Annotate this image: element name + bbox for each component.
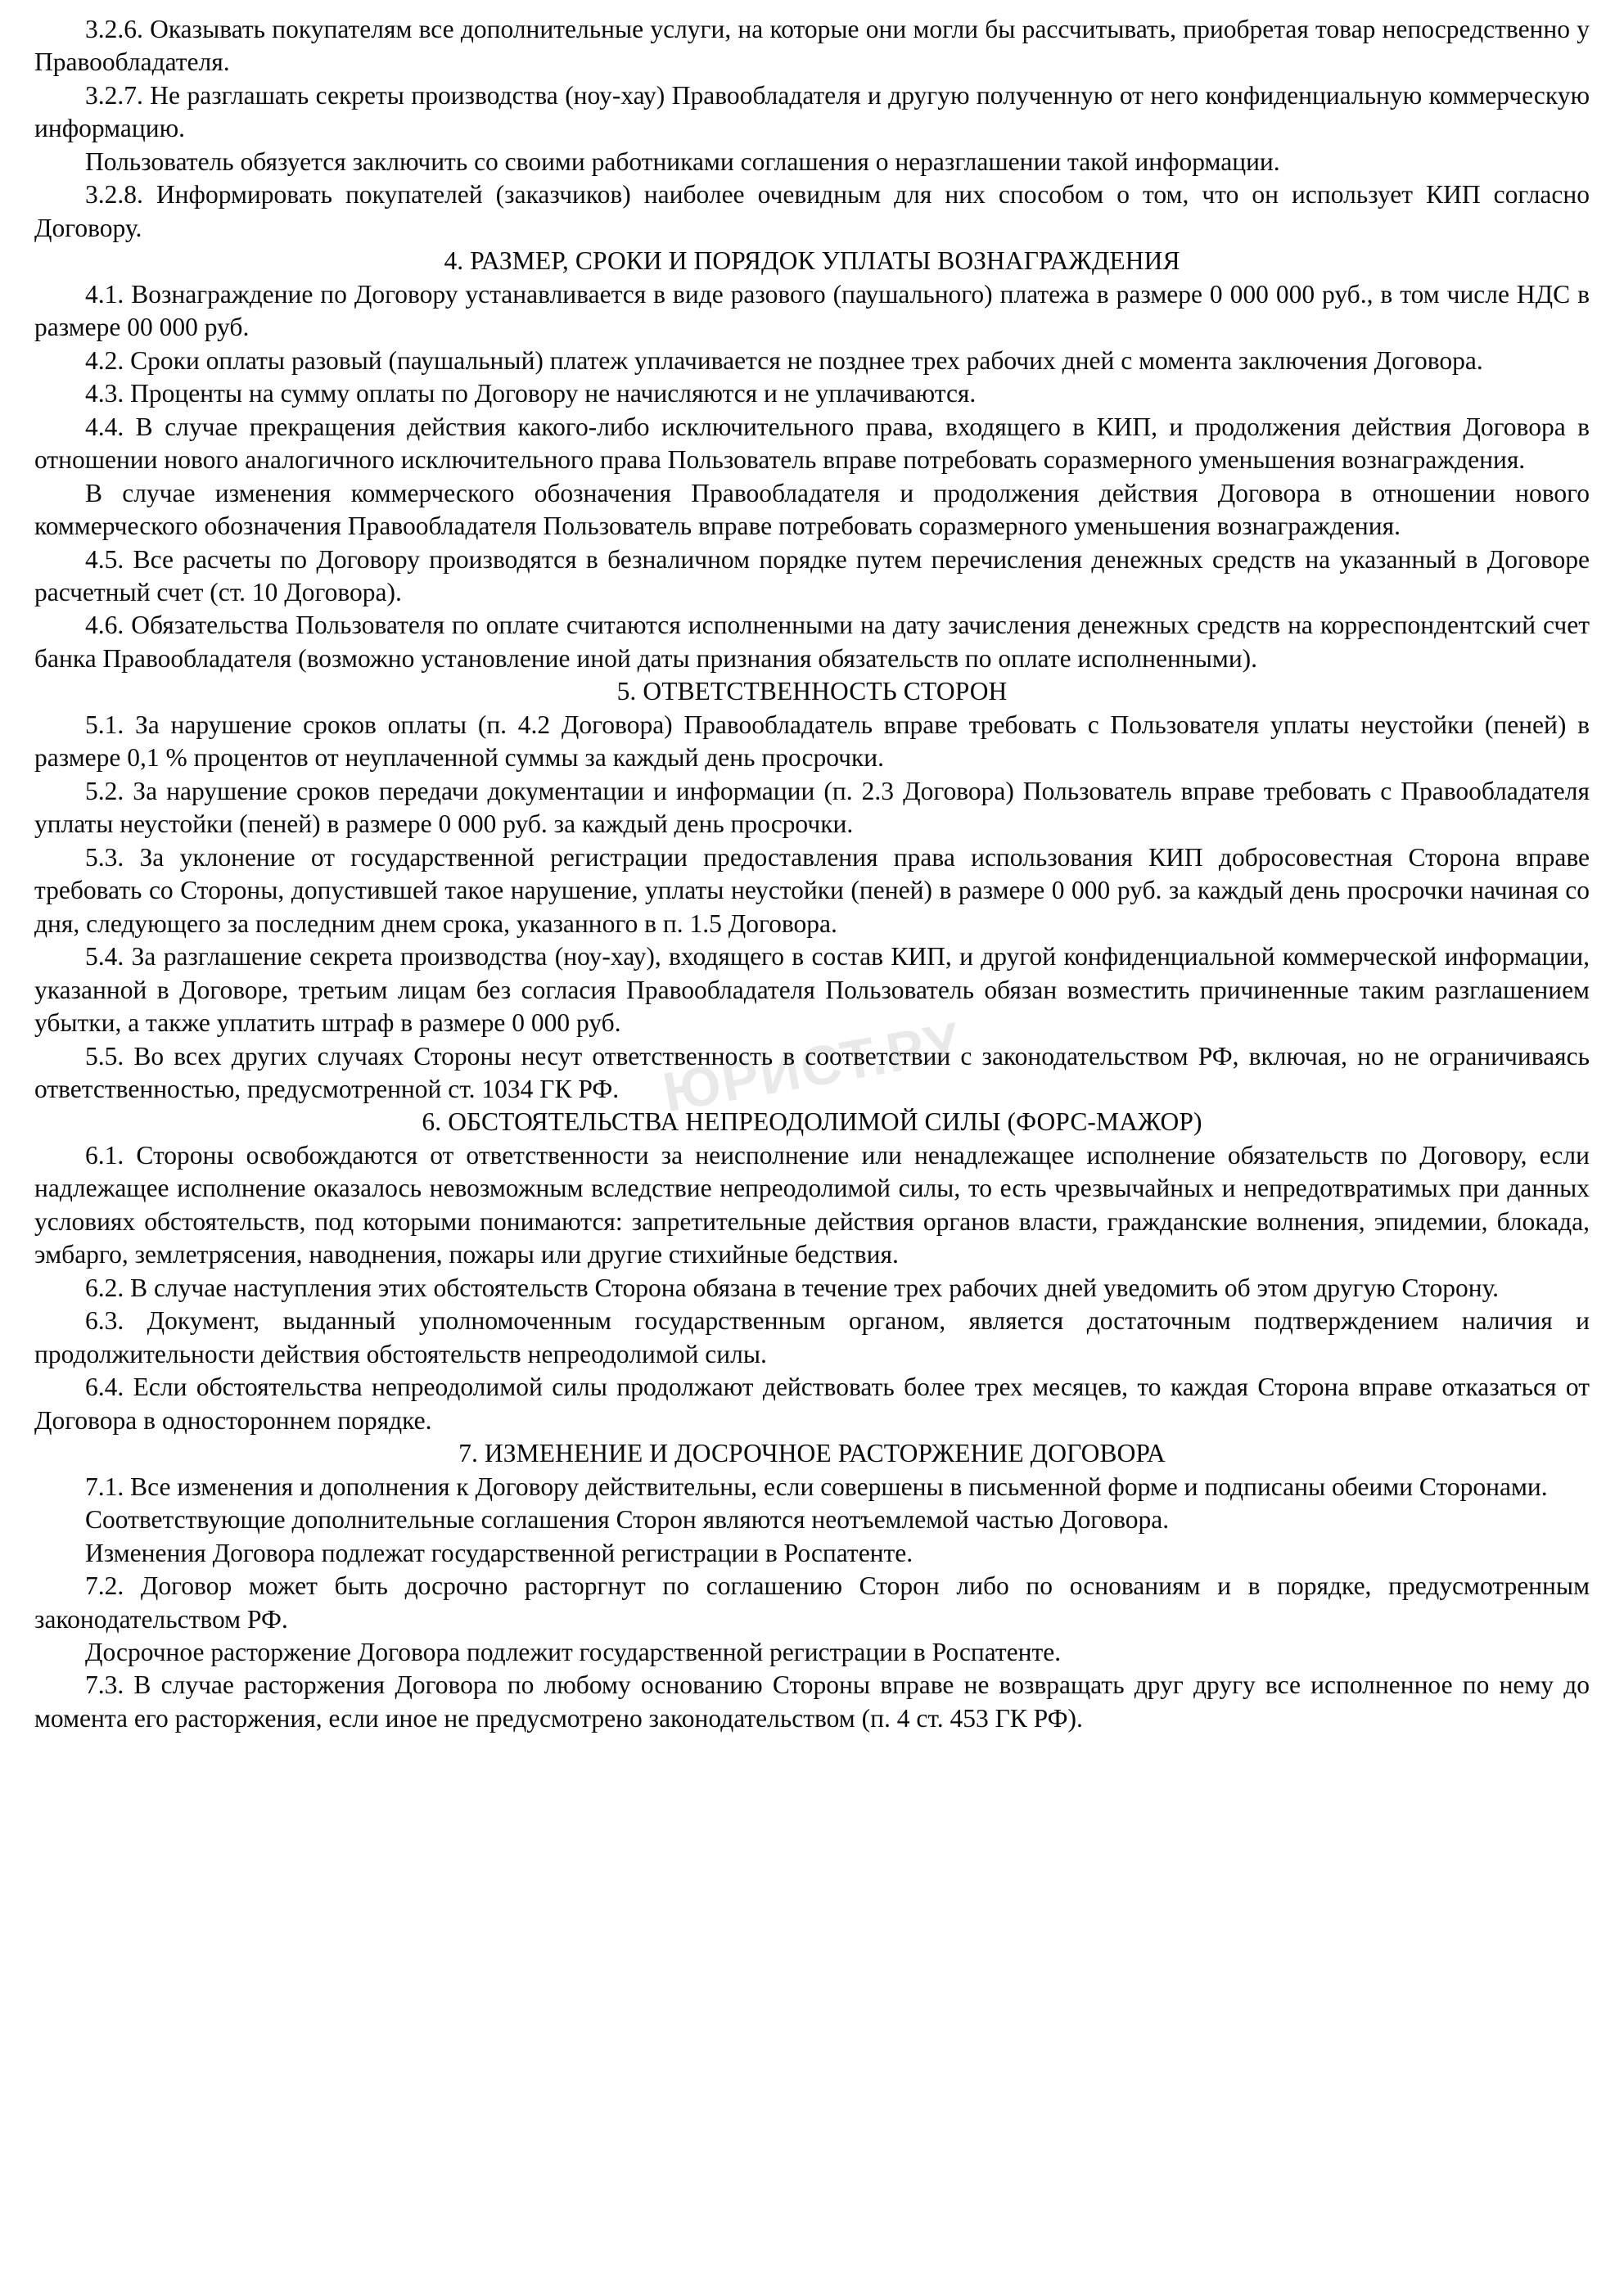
clause-6-1: 6.1. Стороны освобождаются от ответственности за неисполнение или ненадлежащее исполнение обязательств по Договору, если надлежащее исполнение оказалось невозможным вследствие непреодолимой силы, то есть чрезвычайных и непредотвратимых при данных условиях обстоятельств, под которыми понимаются: запретительные действия органов власти, гражданские волнения, эпидемии, блокада, эмбарго, землетрясения, наводнения, пожары или другие стихийные бедствия. [34,1140,1590,1269]
clause-7-1-note-1: Соответствующие дополнительные соглашения Сторон являются неотъемлемой частью Договора. [85,1505,1170,1535]
clause-5-5: 5.5. Во всех других случаях Стороны несут ответственность в соответствии с законодательством РФ, включая, но не ограничиваясь ответственностью, предусмотренной ст. 1034 ГК РФ. [34,1041,1590,1103]
clause-5-2: 5.2. За нарушение сроков передачи документации и информации (п. 2.3 Договора) Пользователь вправе требовать с Правообладателя уплаты неустойки (пеней) в размере 0 000 руб. за каждый день просрочки. [34,776,1590,839]
clause-3-2-7-note: Пользователь обязуется заключить со своими работниками соглашения о неразглашении такой информации. [85,147,1280,176]
clause-4-1: 4.1. Вознаграждение по Договору устанавливается в виде разового (паушального) платежа в размере 0 000 000 руб., в том числе НДС в размере 00 000 руб. [34,279,1590,342]
clause-6-3: 6.3. Документ, выданный уполномоченным государственным органом, является достаточным подтверждением наличия и продолжительности действия обстоятельств непреодолимой силы. [34,1306,1590,1368]
clause-7-2: 7.2. Договор может быть досрочно расторгнут по соглашению Сторон либо по основаниям и в порядке, предусмотренным законодательством РФ. [34,1571,1590,1634]
clause-4-4: 4.4. В случае прекращения действия какого-либо исключительного права, входящего в КИП, и продолжения действия Договора в отношении нового аналогичного исключительного права Пользователь вправе потребовать соразмерного уменьшения вознаграждения. [34,412,1590,475]
section-4-heading: 4. РАЗМЕР, СРОКИ И ПОРЯДОК УПЛАТЫ ВОЗНАГРАЖДЕНИЯ [444,246,1180,276]
watermark: ЮРИСТ.РУ [658,1010,966,1125]
clause-6-4: 6.4. Если обстоятельства непреодолимой силы продолжают действовать более трех месяцев, то каждая Сторона вправе отказаться от Договора в одностороннем порядке. [34,1373,1590,1435]
document-body [34,13,1590,1735]
clause-5-1: 5.1. За нарушение сроков оплаты (п. 4.2 Договора) Правообладатель вправе требовать с Пользователя уплаты неустойки (пеней) в размере 0,1 % процентов от неуплаченной суммы за каждый день просрочки. [34,710,1590,773]
clause-5-3: 5.3. За уклонение от государственной регистрации предоставления права использования КИП добросовестная Сторона вправе требовать со Стороны, допустившей такое нарушение, уплаты неустойки (пеней) в размере 0 000 руб. за каждый день просрочки начиная со дня, следующего за последним днем срока, указанного в п. 1.5 Договора. [34,842,1590,938]
clause-6-2: 6.2. В случае наступления этих обстоятельств Сторона обязана в течение трех рабочих дней уведомить об этом другую Сторону. [85,1273,1500,1302]
clause-7-3: 7.3. В случае расторжения Договора по любому основанию Стороны вправе не возвращать друг другу все исполненное по нему до момента его расторжения, если иное не предусмотрено законодательством (п. 4 ст. 453 ГК РФ). [34,1670,1590,1733]
clause-7-2-note: Досрочное расторжение Договора подлежит государственной регистрации в Роспатенте. [85,1637,1062,1666]
clause-3-2-8: 3.2.8. Информировать покупателей (заказчиков) наиболее очевидным для них способом о том, что он использует КИП согласно Договору. [34,180,1590,242]
clause-3-2-6: 3.2.6. Оказывать покупателям все дополнительные услуги, на которые они могли бы рассчитывать, приобретая товар непосредственно у Правообладателя. [34,15,1590,77]
section-7-heading: 7. ИЗМЕНЕНИЕ И ДОСРОЧНОЕ РАСТОРЖЕНИЕ ДОГОВОРА [458,1439,1166,1468]
clause-4-6: 4.6. Обязательства Пользователя по оплате считаются исполненными на дату зачисления денежных средств на корреспондентский счет банка Правообладателя (возможно установление иной даты признания обязательств по оплате исполненными). [34,611,1590,673]
section-5-heading: 5. ОТВЕТСТВЕННОСТЬ СТОРОН [616,677,1008,706]
clause-4-5: 4.5. Все расчеты по Договору производятся в безналичном порядке путем перечисления денежных средств на указанный в Договоре расчетный счет (ст. 10 Договора). [34,544,1590,606]
clause-4-3: 4.3. Проценты на сумму оплаты по Договору не начисляются и не уплачиваются. [85,379,977,408]
clause-7-1: 7.1. Все изменения и дополнения к Договору действительны, если совершены в письменной форме и подписаны обеими Сторонами. [85,1472,1548,1501]
clause-3-2-7: 3.2.7. Не разглашать секреты производства (ноу-хау) Правообладателя и другую полученную от него конфиденциальную коммерческую информацию. [34,80,1590,143]
clause-4-2: 4.2. Сроки оплаты разовый (паушальный) платеж уплачивается не позднее трех рабочих дней с момента заключения Договора. [85,345,1483,375]
clause-5-4: 5.4. За разглашение секрета производства (ноу-хау), входящего в состав КИП, и другой конфиденциальной коммерческой информации, указанной в Договоре, третьим лицам без согласия Правообладателя Пользователь обязан возместить причиненные таким разглашением убытки, а также уплатить штраф в размере 0 000 руб. [34,942,1590,1038]
clause-7-1-note-2: Изменения Договора подлежат государственной регистрации в Роспатенте. [85,1538,914,1567]
section-6-heading: 6. ОБСТОЯТЕЛЬСТВА НЕПРЕОДОЛИМОЙ СИЛЫ (ФОРС-МАЖОР) [422,1107,1202,1137]
clause-4-4-note: В случае изменения коммерческого обозначения Правообладателя и продолжения действия Договора в отношении нового коммерческого обозначения Правообладателя Пользователь вправе потребовать соразмерного уменьшения вознаграждения. [34,478,1590,541]
